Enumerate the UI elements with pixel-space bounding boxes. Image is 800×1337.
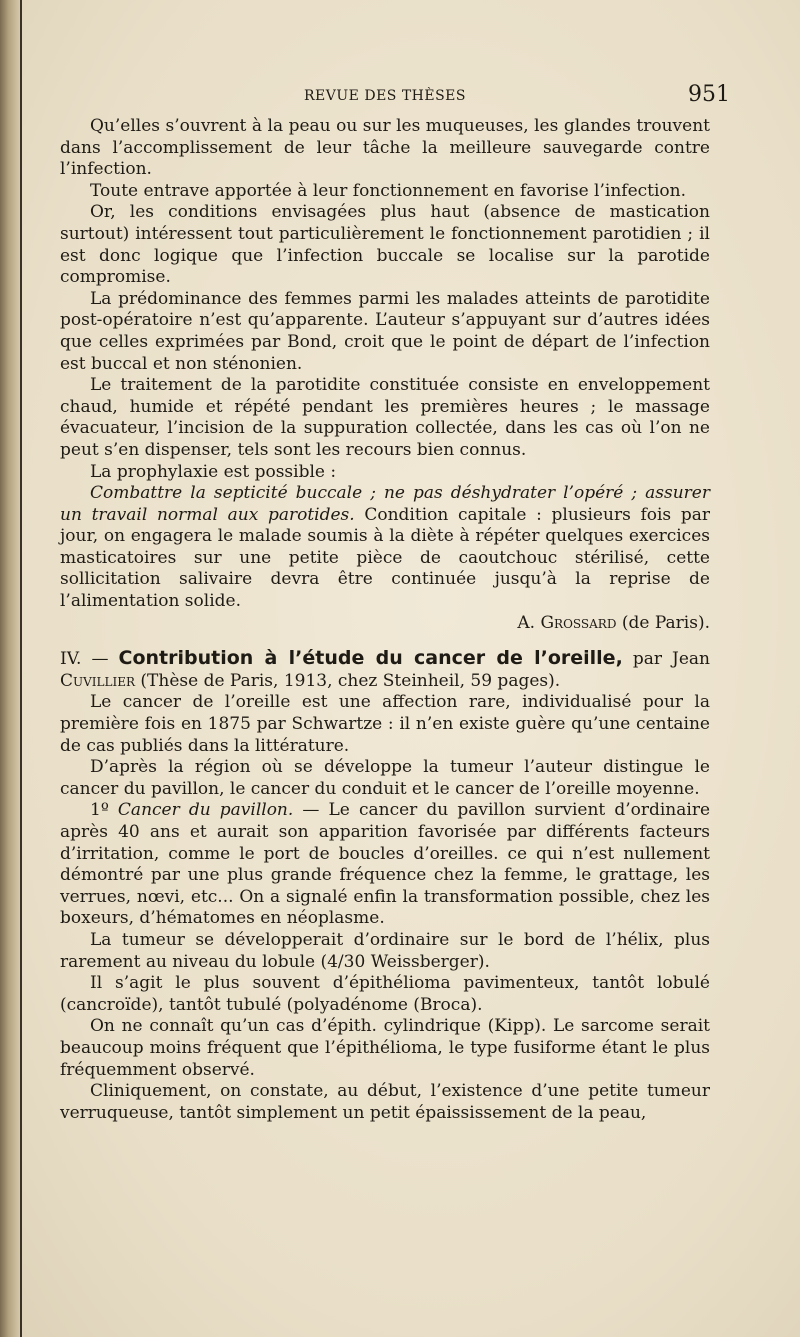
- paragraph: La prédominance des femmes parmi les malades atteints de parotidite post-opératoire n’est qu’apparente. L’auteur s’appuyant sur d’autres idées que celles exprimées par Bond, croit que le point de départ de l’infection est buccal et non sténonien.: [60, 288, 710, 374]
- paragraph: Le traitement de la parotidite constituée consiste en enveloppement chaud, humide et répété pendant les premières heures ; le massage évacuateur, l’incision de la suppuration collectée, dans les cas où l’on ne peut s’en dispenser, tels sont les recours bien connus.: [60, 375, 710, 460]
- page-number: 951: [688, 82, 730, 107]
- binding-edge: [0, 0, 22, 1337]
- section-gap: [60, 634, 710, 648]
- paragraph-text: Condition capitale : plusieurs fois par jour, on engagera le malade soumis à la diète à répéter quelques exercices masticatoires sur une petite pièce de caoutchouc stérilisé, cette sollicitation salivaire devra être continuée jusqu’à la reprise de l’alimentation solide.: [60, 504, 710, 612]
- section-author: Cuvillier: [60, 670, 135, 691]
- signature: [60, 613, 710, 635]
- paragraph: [60, 800, 710, 930]
- paragraph-text: — Le cancer du pavillon survient d’ordinaire après 40 ans et aurait son apparition favorisée par différents facteurs d’irritation, comme le port de boucles d’oreilles. ce qui n’est nullement démontré par une plus grande fréquence chez la femme, le grattage, les verrues, nœvi, etc... On a signalé enfin la transformation possible, chez les boxeurs, d’hématomes en néoplasme.: [60, 800, 711, 929]
- paragraph: On ne connaît qu’un cas d’épith. cylindrique (Kipp). Le sarcome serait beaucoup moins fréquent que l’épithélioma, le type fusiforme étant le plus fréquemment observé.: [60, 1016, 710, 1080]
- paragraph: Il s’agit le plus souvent d’épithélioma pavimenteux, tantôt lobulé (cancroïde), tantôt tubulé (polyadénome (Broca).: [60, 973, 710, 1015]
- paragraph: Le cancer de l’oreille est une affection rare, individualisé pour la première fois en 1875 par Schwartze : il n’en existe guère qu’une centaine de cas publiés dans la littérature.: [60, 692, 710, 756]
- section-by: par Jean: [622, 649, 710, 670]
- section-reference: (Thèse de Paris, 1913, chez Steinheil, 59 pages).: [135, 670, 561, 691]
- italic-text: Combattre la septicité buccale ; ne pas déshydrater l’opéré ; assurer un travail normal aux parotides.: [60, 483, 710, 525]
- section-heading: [60, 648, 710, 692]
- paragraph: [60, 483, 710, 613]
- list-number: 1º: [90, 800, 118, 821]
- running-title: REVUE DES THÈSES: [304, 88, 466, 104]
- binding-line: [20, 0, 22, 1337]
- paragraph: Qu’elles s’ouvrent à la peau ou sur les muqueuses, les glandes trouvent dans l’accomplissement de leur tâche la meilleure sauvegarde contre l’infection.: [60, 116, 710, 180]
- paragraph: La tumeur se développerait d’ordinaire sur le bord de l’hélix, plus rarement au niveau du lobule (4/30 Weissberger).: [60, 929, 710, 972]
- paragraph: Cliniquement, on constate, au début, l’existence d’une petite tumeur verruqueuse, tantôt simplement un petit épaississement de la peau,: [60, 1081, 710, 1123]
- signature-place: (de Paris).: [616, 612, 710, 633]
- page-body: [60, 82, 730, 1124]
- paragraph: D’après la région où se développe la tumeur l’auteur distingue le cancer du pavillon, le cancer du conduit et le cancer de l’oreille moyenne.: [60, 757, 710, 799]
- paragraph: La prophylaxie est possible :: [90, 461, 337, 482]
- section-title: Contribution à l’étude du cancer de l’oreille,: [118, 647, 623, 670]
- paragraph: Or, les conditions envisagées plus haut (absence de mastication surtout) intéressent tout particulièrement le fonctionnement parotidien ; il est donc logique que l’infection buccale se localise sur la parotide compromise.: [60, 202, 710, 288]
- section-number: IV. —: [60, 649, 119, 670]
- running-head: [60, 82, 730, 112]
- signature-author: A. Grossard: [517, 612, 617, 633]
- italic-subheading: Cancer du pavillon.: [117, 800, 294, 821]
- paragraph: Toute entrave apportée à leur fonctionnement en favorise l’infection.: [90, 180, 687, 201]
